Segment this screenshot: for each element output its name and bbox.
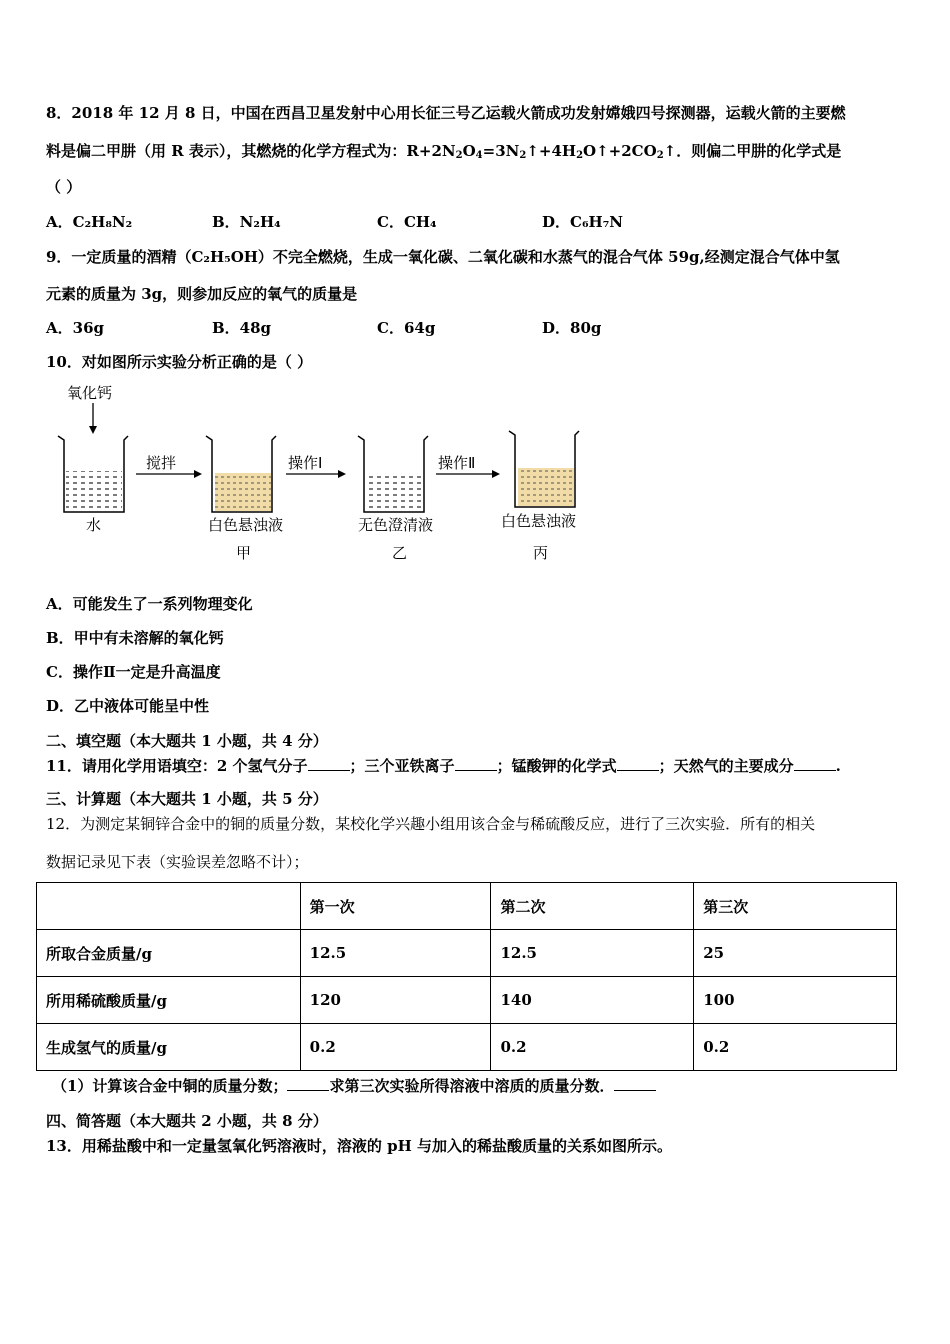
beaker-yi — [358, 436, 428, 512]
q9-option-d: D．80g — [542, 319, 602, 337]
q13-text: 13．用稀盐酸中和一定量氢氧化钙溶液时，溶液的 pH 与加入的稀盐酸质量的关系如图所示。 — [46, 1137, 672, 1155]
table-header-cell: 第二次 — [491, 883, 694, 930]
step-op2-label: 操作Ⅱ — [438, 454, 476, 472]
beaker-bing-label: 白色悬浊液 — [501, 512, 577, 530]
table-header-row — [37, 883, 897, 930]
q11-text: 11．请用化学用语填空：2 个氢气分子 ；三个亚铁离子 ；锰酸钾的化学式 ；天然气的主要成分 . — [46, 757, 841, 775]
table-header-cell: 第一次 — [300, 883, 491, 930]
beaker-bing — [509, 431, 579, 507]
q10-stem: 10．对如图所示实验分析正确的是（ ） — [46, 353, 313, 371]
q9-option-b: B．48g — [212, 319, 272, 337]
q12-line1: 12．为测定某铜锌合金中的铜的质量分数，某校化学兴趣小组用该合金与稀硫酸反应，进行了三次实验．所有的相关 — [46, 815, 816, 833]
beaker-yi-label: 无色澄清液 — [358, 516, 434, 534]
beaker-water-label: 水 — [86, 516, 102, 534]
section-4-title: 四、简答题（本大题共 2 小题，共 8 分） — [46, 1112, 328, 1130]
section-3-title: 三、计算题（本大题共 1 小题，共 5 分） — [46, 790, 328, 808]
table-cell: 120 — [300, 977, 491, 1024]
q10-option-a: A．可能发生了一系列物理变化 — [46, 595, 253, 613]
step-op1-label: 操作Ⅰ — [288, 454, 323, 472]
q12-data-table — [36, 882, 897, 1071]
q8-line2: 料是偏二甲肼（用 R 表示），其燃烧的化学方程式为：$R+2N_2O_4=3N_2↑+4H_2O↑+2CO_2↑$．则偏二甲肼的化学式是 — [46, 142, 842, 161]
table-row — [37, 977, 897, 1024]
q8-answer-paren: （ ） — [46, 178, 82, 196]
q8-option-c: C．CH₄ — [377, 213, 437, 231]
beaker-bing-name: 丙 — [533, 544, 549, 562]
beaker-jia — [206, 436, 276, 512]
table-header-cell — [37, 883, 301, 930]
q9-line1: 9．一定质量的酒精（C₂H₅OH）不完全燃烧，生成一氧化碳、二氧化碳和水蒸气的混合气体 59g,经测定混合气体中氢 — [46, 248, 840, 266]
table-cell: 12.5 — [300, 930, 491, 977]
table-cell: 140 — [491, 977, 694, 1024]
q10-option-c: C．操作Ⅱ一定是升高温度 — [46, 663, 221, 681]
table-cell: 100 — [694, 977, 897, 1024]
q8-line1: 8．2018 年 12 月 8 日，中国在西昌卫星发射中心用长征三号乙运载火箭成功发射嫦娥四号探测器，运载火箭的主要燃 — [46, 104, 846, 122]
table-header-cell: 第三次 — [694, 883, 897, 930]
beaker-water — [58, 436, 128, 512]
q10-experiment-figure — [40, 378, 620, 568]
section-2-title: 二、填空题（本大题共 1 小题，共 4 分） — [46, 732, 328, 750]
reagent-label: 氧化钙 — [67, 384, 113, 402]
step-stir-label: 搅拌 — [146, 454, 177, 472]
table-cell: 0.2 — [300, 1024, 491, 1071]
table-cell: 所用稀硫酸质量/g — [37, 977, 301, 1024]
table-cell: 12.5 — [491, 930, 694, 977]
table-cell: 生成氢气的质量/g — [37, 1024, 301, 1071]
q9-option-a: A．36g — [46, 319, 105, 337]
q12-line2: 数据记录见下表（实验误差忽略不计）； — [46, 853, 309, 871]
q12-questions: （1）计算该合金中铜的质量分数； 求第三次实验所得溶液中溶质的质量分数． — [52, 1075, 656, 1096]
q8-option-a: A．C₂H₈N₂ — [46, 213, 133, 231]
table-cell: 25 — [694, 930, 897, 977]
q10-option-b: B．甲中有未溶解的氧化钙 — [46, 629, 224, 647]
table-cell: 0.2 — [694, 1024, 897, 1071]
table-row — [37, 1024, 897, 1071]
q9-option-c: C．64g — [377, 319, 436, 337]
table-cell: 0.2 — [491, 1024, 694, 1071]
beaker-jia-label: 白色悬浊液 — [208, 516, 284, 534]
q8-option-b: B．N₂H₄ — [212, 213, 281, 231]
table-cell: 所取合金质量/g — [37, 930, 301, 977]
q9-line2: 元素的质量为 3g，则参加反应的氧气的质量是 — [46, 285, 358, 303]
q10-option-d: D．乙中液体可能呈中性 — [46, 697, 210, 715]
beaker-yi-name: 乙 — [392, 544, 408, 562]
beaker-jia-name: 甲 — [236, 544, 252, 562]
q8-option-d: D．C₆H₇N — [542, 213, 623, 231]
table-row — [37, 930, 897, 977]
